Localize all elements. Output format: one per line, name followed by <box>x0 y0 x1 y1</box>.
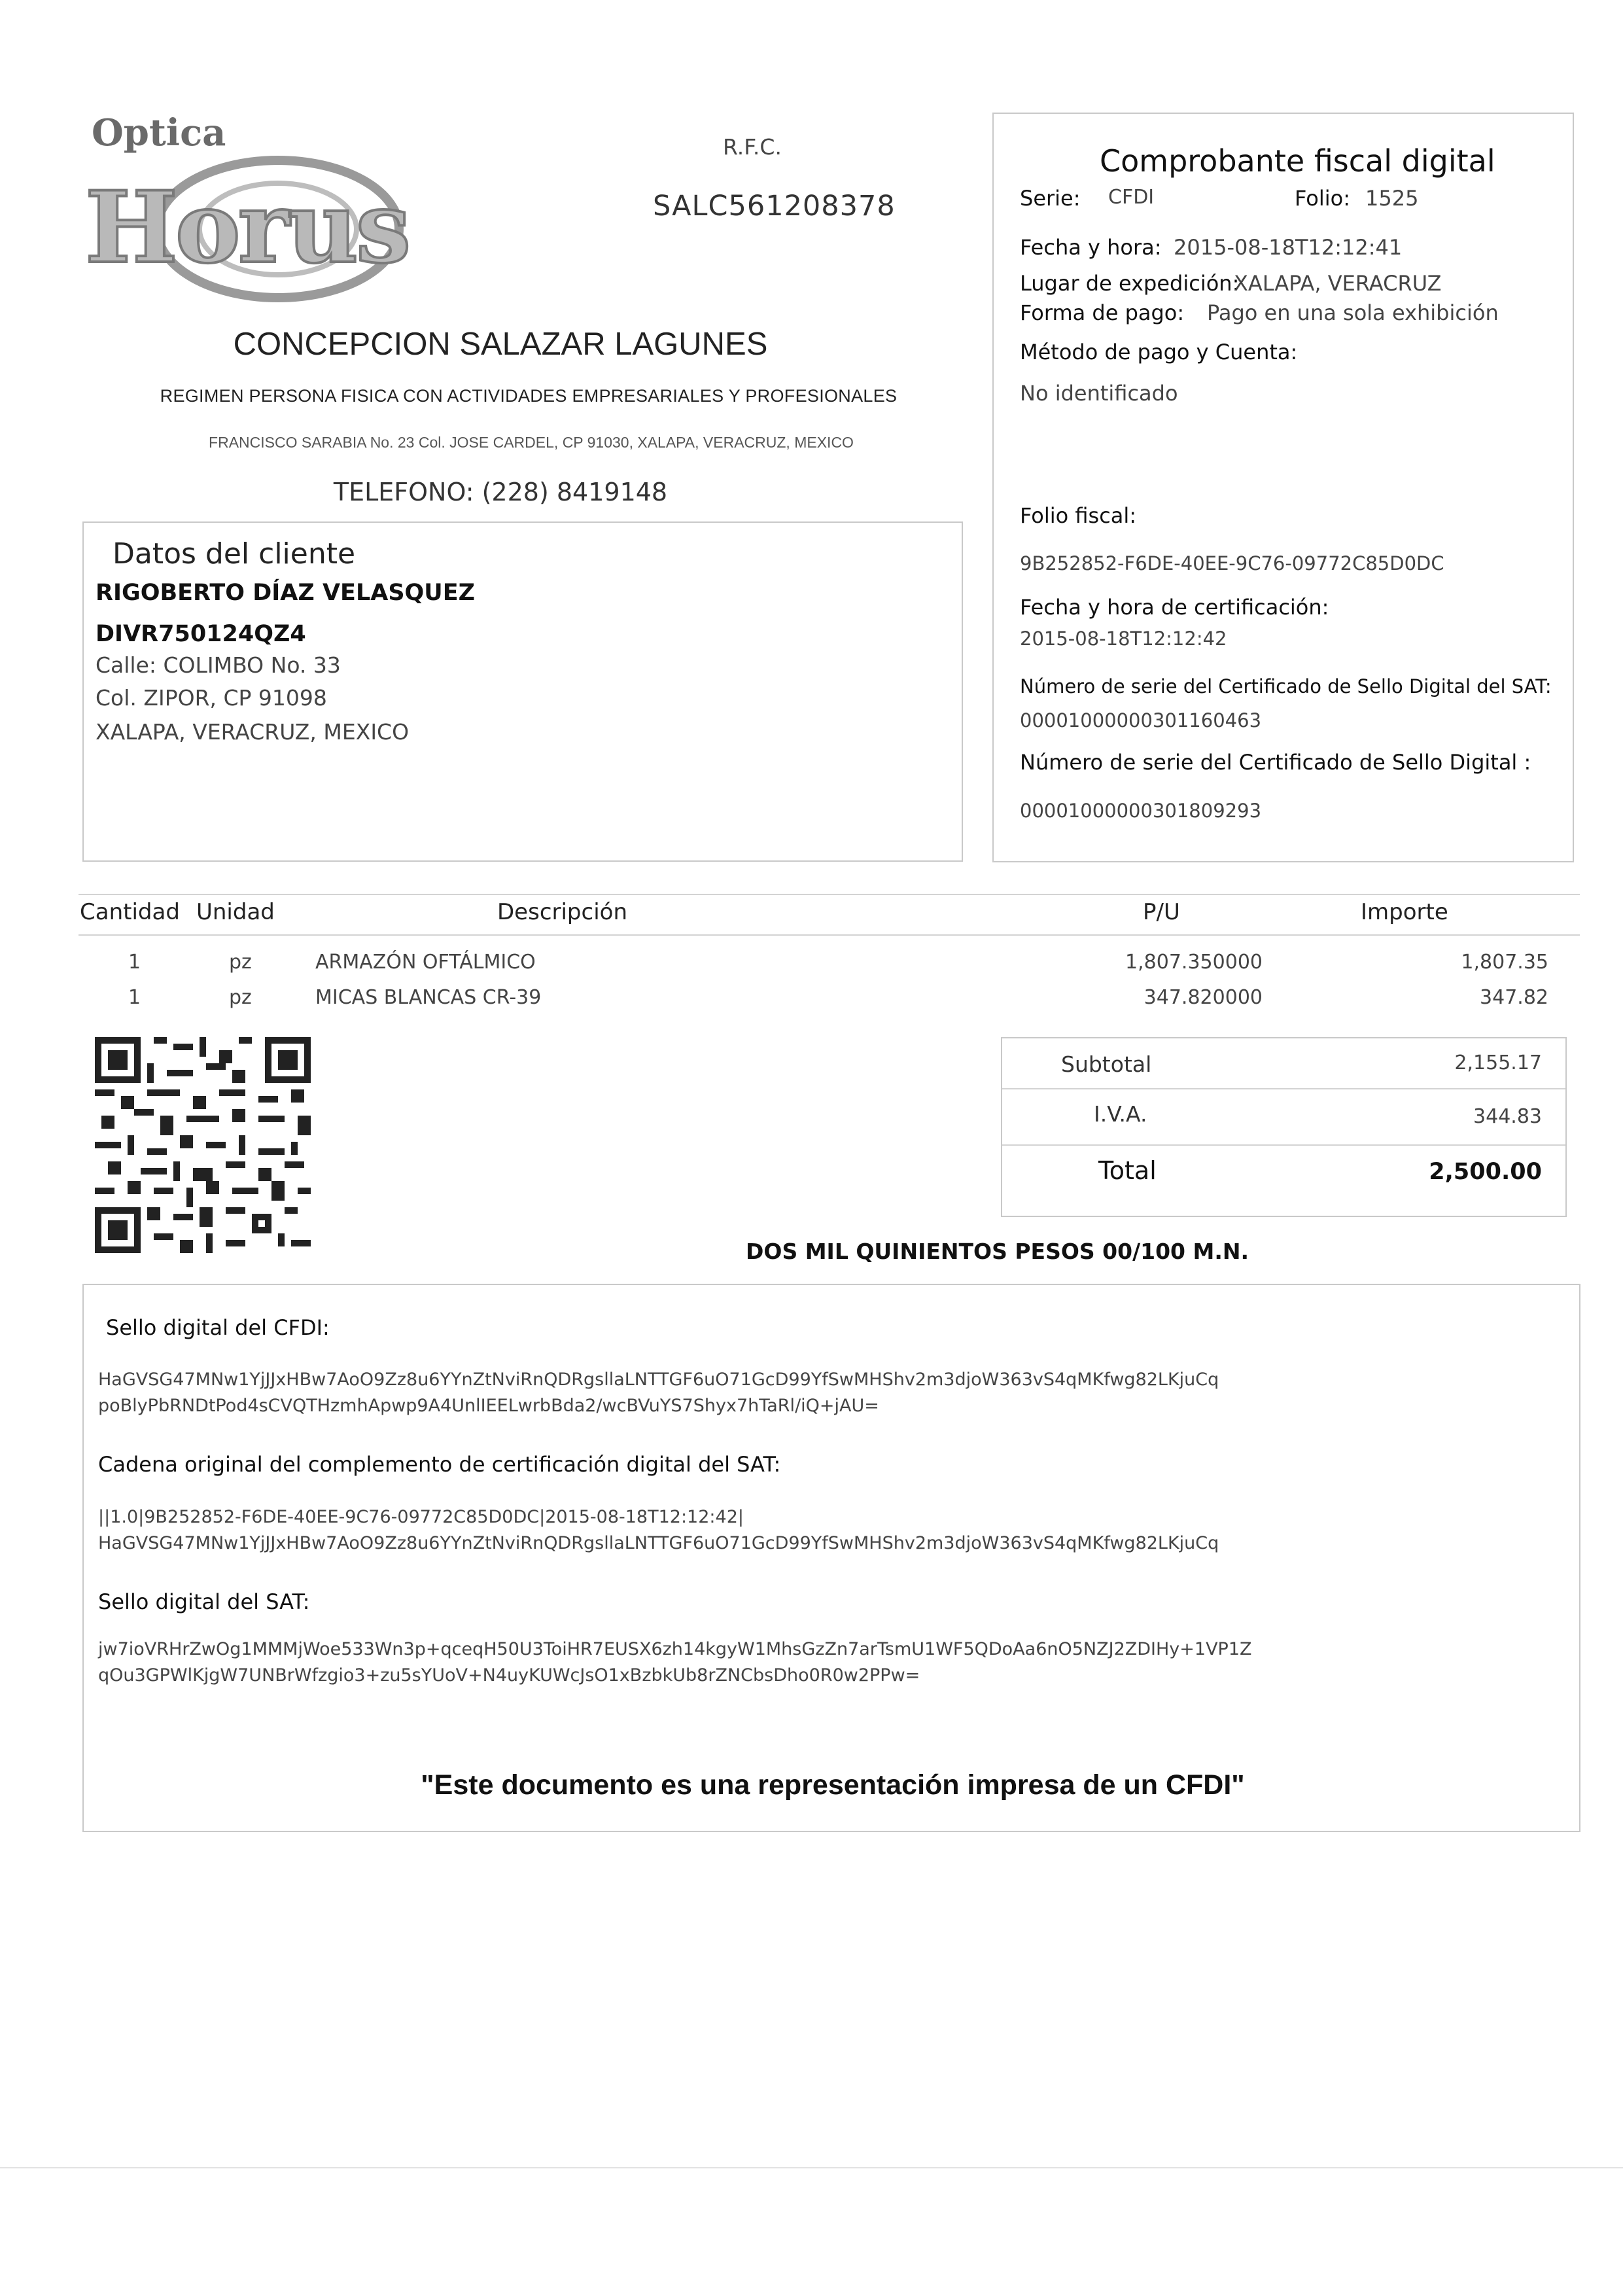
serie-value: CFDI <box>1108 186 1155 209</box>
sello-sat-label: Sello digital del SAT: <box>98 1589 310 1614</box>
totals-divider <box>1002 1144 1565 1146</box>
metodo-pago-value: No identificado <box>1020 381 1178 406</box>
col-header-importe: Importe <box>1361 899 1448 925</box>
qr-code <box>95 1037 311 1253</box>
fecha-label: Fecha y hora: <box>1020 235 1162 260</box>
col-header-cantidad: Cantidad <box>80 899 180 925</box>
sello-sat-line-2: qOu3GPWlKjgW7UNBrWfzgio3+zu5sYUoV+N4uyKUWcJsO1xBzbkUb8rZNCbsDho0R0w2PPw= <box>98 1665 920 1686</box>
cliente-rfc: DIVR750124QZ4 <box>96 621 306 647</box>
row-unidad: pz <box>229 951 252 974</box>
table-header-rule <box>79 934 1580 936</box>
col-header-pu: P/U <box>1143 899 1180 925</box>
logo-text-optica: Optica <box>92 111 226 154</box>
cliente-panel <box>82 521 963 862</box>
scan-edge-line <box>0 2167 1623 2168</box>
row-importe: 347.82 <box>1480 986 1548 1009</box>
totals-panel <box>1001 1037 1567 1217</box>
comprobante-panel <box>992 113 1574 862</box>
cadena-original-line-2: HaGVSG47MNw1YjJJxHBw7AoO9Zz8u6YYnZtNviRnQDRgsllaLNTTGF6uO71GcD99YfSwMHShv2m3djoW363vS4qMKfwg82LKjuCq <box>98 1533 1219 1553</box>
sellos-panel <box>82 1284 1580 1832</box>
cliente-name: RIGOBERTO DÍAZ VELASQUEZ <box>96 580 476 606</box>
cert-sat-value: 00001000000301160463 <box>1020 709 1262 732</box>
cliente-city: XALAPA, VERACRUZ, MEXICO <box>96 719 410 745</box>
totals-divider <box>1002 1088 1565 1089</box>
fecha-cert-label: Fecha y hora de certificación: <box>1020 595 1329 620</box>
folio-value: 1525 <box>1365 186 1419 211</box>
importe-con-letra: DOS MIL QUINIENTOS PESOS 00/100 M.N. <box>746 1239 1249 1264</box>
row-cantidad: 1 <box>128 986 141 1009</box>
row-cantidad: 1 <box>128 951 141 974</box>
row-importe: 1,807.35 <box>1461 951 1548 974</box>
emisor-phone: TELEFONO: (228) 8419148 <box>333 478 668 506</box>
lugar-label: Lugar de expedición: <box>1020 271 1240 296</box>
iva-value: 344.83 <box>1473 1105 1542 1128</box>
rfc-emisor: SALC561208378 <box>653 190 896 222</box>
row-pu: 1,807.350000 <box>1125 951 1263 974</box>
comprobante-title: Comprobante fiscal digital <box>1100 143 1495 179</box>
cliente-title: Datos del cliente <box>113 537 356 571</box>
sello-cfdi-label: Sello digital del CFDI: <box>106 1315 330 1340</box>
folio-fiscal-value: 9B252852-F6DE-40EE-9C76-09772C85D0DC <box>1020 552 1444 574</box>
row-unidad: pz <box>229 986 252 1009</box>
rfc-label: R.F.C. <box>723 134 782 160</box>
emisor-name: CONCEPCION SALAZAR LAGUNES <box>233 327 768 362</box>
cfdi-legend: "Este documento es una representación impresa de un CFDI" <box>421 1769 1245 1801</box>
metodo-pago-label: Método de pago y Cuenta: <box>1020 340 1298 364</box>
total-value: 2,500.00 <box>1429 1159 1542 1185</box>
row-descripcion: MICAS BLANCAS CR-39 <box>315 986 542 1009</box>
subtotal-label: Subtotal <box>1061 1051 1152 1077</box>
cadena-original-line-1: ||1.0|9B252852-F6DE-40EE-9C76-09772C85D0DC|2015-08-18T12:12:42| <box>98 1507 744 1527</box>
cadena-original-label: Cadena original del complemento de certificación digital del SAT: <box>98 1452 781 1477</box>
col-header-descripcion: Descripción <box>497 899 628 925</box>
cliente-colonia: Col. ZIPOR, CP 91098 <box>96 685 327 711</box>
cert-label: Número de serie del Certificado de Sello Digital : <box>1020 750 1531 775</box>
lugar-value: XALAPA, VERACRUZ <box>1234 271 1442 296</box>
subtotal-value: 2,155.17 <box>1454 1051 1542 1074</box>
regimen-fiscal: REGIMEN PERSONA FISICA CON ACTIVIDADES EMPRESARIALES Y PROFESIONALES <box>160 386 898 406</box>
serie-label: Serie: <box>1020 186 1081 211</box>
fecha-cert-value: 2015-08-18T12:12:42 <box>1020 627 1227 650</box>
cert-value: 00001000000301809293 <box>1020 800 1262 822</box>
row-pu: 347.820000 <box>1143 986 1263 1009</box>
logo-text-horus: Horus <box>85 170 409 285</box>
sello-cfdi-line-2: poBlyPbRNDtPod4sCVQTHzmhApwp9A4UnlIEELwrbBda2/wcBVuYS7Shyx7hTaRl/iQ+jAU= <box>98 1396 879 1416</box>
table-top-rule <box>79 894 1580 895</box>
col-header-unidad: Unidad <box>196 899 275 925</box>
iva-label: I.V.A. <box>1094 1101 1147 1127</box>
forma-pago-value: Pago en una sola exhibición <box>1207 300 1499 325</box>
cert-sat-label: Número de serie del Certificado de Sello Digital del SAT: <box>1020 675 1552 698</box>
company-logo <box>79 111 445 321</box>
cliente-street: Calle: COLIMBO No. 33 <box>96 652 341 678</box>
forma-pago-label: Forma de pago: <box>1020 300 1185 325</box>
total-label: Total <box>1098 1156 1157 1185</box>
emisor-address: FRANCISCO SARABIA No. 23 Col. JOSE CARDEL, CP 91030, XALAPA, VERACRUZ, MEXICO <box>209 434 854 451</box>
sello-cfdi-line-1: HaGVSG47MNw1YjJJxHBw7AoO9Zz8u6YYnZtNviRnQDRgsllaLNTTGF6uO71GcD99YfSwMHShv2m3djoW363vS4qMKfwg82LKjuCq <box>98 1369 1219 1390</box>
folio-fiscal-label: Folio fiscal: <box>1020 503 1137 528</box>
fecha-value: 2015-08-18T12:12:41 <box>1174 235 1403 260</box>
sello-sat-line-1: jw7ioVRHrZwOg1MMMjWoe533Wn3p+qceqH50U3ToiHR7EUSX6zh14kgyW1MhsGzZn7arTsmU1WF5QDoAa6nO5NZJ2ZDIHy+1VP1Z <box>98 1639 1252 1659</box>
row-descripcion: ARMAZÓN OFTÁLMICO <box>315 951 536 974</box>
folio-label: Folio: <box>1295 186 1350 211</box>
